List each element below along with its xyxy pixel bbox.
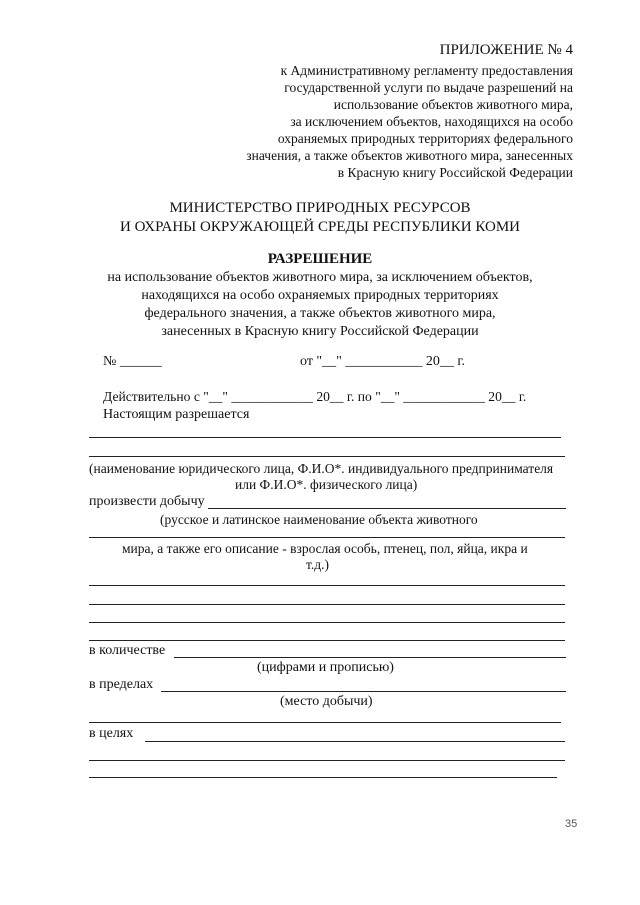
area-extra-line bbox=[89, 722, 561, 723]
appendix-line: к Административному регламенту предоставления bbox=[280, 63, 573, 78]
species-hint: (русское и латинское наименование объекта животного bbox=[160, 512, 478, 527]
purpose-line bbox=[145, 741, 565, 742]
description-line bbox=[89, 604, 565, 605]
appendix-title: ПРИЛОЖЕНИЕ № 4 bbox=[439, 42, 573, 58]
permit-subtitle-line: находящихся на особо охраняемых природных территориях bbox=[141, 288, 499, 303]
permitted-label: Настоящим разрешается bbox=[103, 407, 250, 422]
permit-date: от "__" ___________ 20__ г. bbox=[300, 354, 466, 369]
harvest-label: произвести добычу bbox=[89, 494, 205, 509]
permit-subtitle-line: занесенных в Красную книгу Российской Федерации bbox=[161, 324, 479, 339]
purpose-line bbox=[89, 760, 565, 761]
entity-hint: (наименование юридического лица, Ф.И.О*. индивидуального предпринимателя bbox=[89, 461, 554, 476]
appendix-line: государственной услуги по выдаче разрешений на bbox=[284, 80, 573, 95]
species-hint: мира, а также его описание - взрослая особь, птенец, пол, яйца, икра и bbox=[122, 541, 528, 556]
appendix-line: за исключением объектов, находящихся на особо bbox=[290, 114, 573, 129]
ministry-line-1: МИНИСТЕРСТВО ПРИРОДНЫХ РЕСУРСОВ bbox=[169, 200, 471, 216]
species-line bbox=[89, 537, 565, 538]
entity-line bbox=[89, 456, 565, 457]
description-line bbox=[89, 585, 565, 586]
appendix-line: значения, а также объектов животного мира, занесенных bbox=[246, 148, 573, 163]
quantity-hint: (цифрами и прописью) bbox=[257, 660, 394, 675]
harvest-line bbox=[208, 508, 566, 509]
permit-subtitle-line: федерального значения, а также объектов животного мира, bbox=[144, 306, 496, 321]
purpose-label: в целях bbox=[89, 726, 134, 741]
area-label: в пределах bbox=[89, 677, 154, 692]
description-line bbox=[89, 640, 565, 641]
permit-title: РАЗРЕШЕНИЕ bbox=[267, 251, 373, 267]
page-number: 35 bbox=[565, 818, 578, 830]
permit-subtitle-line: на использование объектов животного мира, за исключением объектов, bbox=[107, 270, 533, 285]
area-hint: (место добычи) bbox=[280, 694, 373, 709]
entity-line bbox=[89, 437, 561, 438]
quantity-label: в количестве bbox=[89, 643, 166, 658]
area-line bbox=[161, 691, 566, 692]
appendix-line: охраняемых природных территориях федерального bbox=[277, 131, 573, 146]
quantity-line bbox=[174, 657, 566, 658]
ministry-line-2: И ОХРАНЫ ОКРУЖАЮЩЕЙ СРЕДЫ РЕСПУБЛИКИ КОМИ bbox=[120, 219, 520, 235]
appendix-line: использование объектов животного мира, bbox=[333, 97, 573, 112]
description-line bbox=[89, 622, 565, 623]
permit-subtitle bbox=[0, 269, 640, 341]
validity-period: Действительно с "__" ____________ 20__ г. по "__" ____________ 20__ г. bbox=[103, 389, 527, 404]
permit-number: № ______ bbox=[103, 354, 162, 369]
appendix-line: в Красную книгу Российской Федерации bbox=[337, 165, 573, 180]
appendix-reference bbox=[246, 62, 573, 181]
purpose-line bbox=[89, 777, 557, 778]
entity-hint: или Ф.И.О*. физического лица) bbox=[235, 477, 418, 492]
species-hint: т.д.) bbox=[306, 557, 329, 572]
